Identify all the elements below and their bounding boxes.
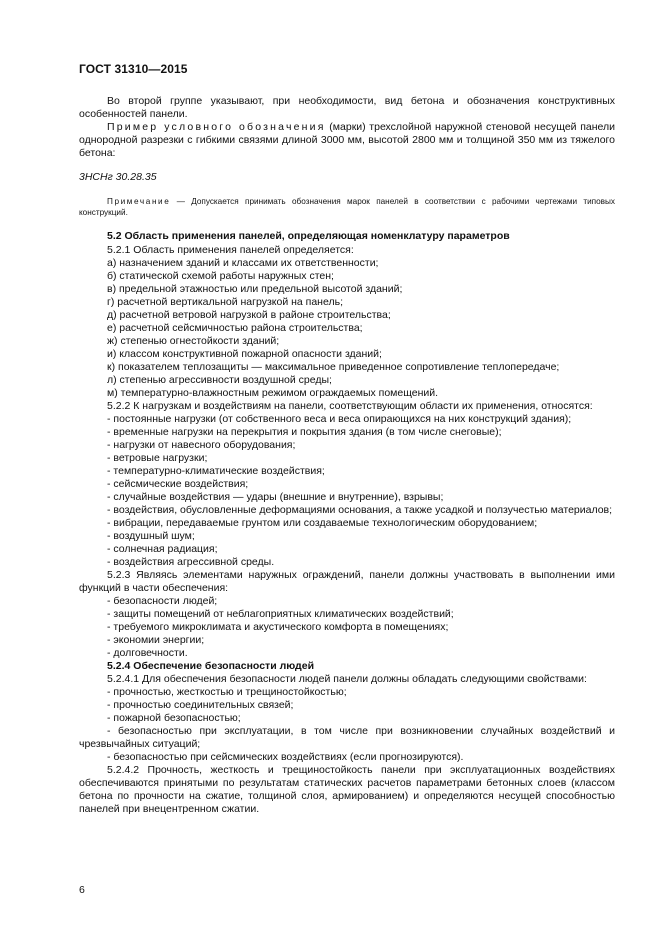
list-item: - экономии энергии; [107,634,205,646]
list-item: - безопасности людей; [107,595,218,607]
note-text: — Допускается принимать обозначения марок панелей в соответствии с рабочими чертежами типовых конструкций. [79,197,615,217]
list-item: ж) степенью огнестойкости зданий; [107,335,280,347]
page-content [79,95,615,816]
note-paragraph [79,196,615,218]
list-item: л) степенью агрессивности воздушной среды; [107,374,332,386]
standard-header: ГОСТ 31310—2015 [79,62,188,76]
list-item: - долговечности. [107,647,188,659]
list-item: - защиты помещений от неблагоприятных климатических воздействий; [107,608,454,620]
list-item: - случайные воздействия — удары (внешние и внутренние), взрывы; [107,491,444,503]
list-item: - солнечная радиация; [107,543,218,555]
list-item: - безопасностью при эксплуатации, в том числе при возникновении случайных воздействий и чрезвычайных ситуаций; [79,725,615,750]
list-item: - воздействия, обусловленные деформациями основания, а также усадкой и ползучестью материалов; [107,504,613,516]
clause-5-2-1: 5.2.1 Область применения панелей определяется: [107,244,354,256]
list-item: - сейсмические воздействия; [107,478,249,490]
page-number: 6 [79,884,85,896]
clause-5-2-3: 5.2.3 Являясь элементами наружных ограждений, панели должны участвовать в выполнении ими функций в части обеспечения: [79,569,615,594]
intro-paragraph: Во второй группе указывают, при необходимости, вид бетона и обозначения конструктивных особенностей панели. [79,95,615,120]
list-item: г) расчетной вертикальной нагрузкой на панель; [107,296,343,308]
section-heading-5-2: 5.2 Область применения панелей, определяющая номенклатуру параметров [107,230,510,242]
example-text: (марки) трехслойной наружной стеновой несущей панели однородной разрезки с гибкими связями длиной 3000 мм, высотой 2800 мм и толщиной 350 мм из тяжелого бетона: [79,121,615,159]
list-item: в) предельной этажностью или предельной высотой зданий; [107,283,403,295]
list-item: м) температурно-влажностным режимом ограждаемых помещений. [107,387,439,399]
clause-5-2-4-1: 5.2.4.1 Для обеспечения безопасности людей панели должны обладать следующими свойствами: [107,673,587,685]
list-item: - прочностью, жесткостью и трещиностойкостью; [107,686,347,698]
list-item: - временные нагрузки на перекрытия и покрытия здания (в том числе снеговые); [107,426,502,438]
list-item: - нагрузки от навесного оборудования; [107,439,296,451]
list-item: - вибрации, передаваемые грунтом или создаваемые технологическим оборудованием; [107,517,538,529]
list-item: е) расчетной сейсмичностью района строительства; [107,322,363,334]
list-item: - безопасностью при сейсмических воздействиях (если прогнозируются). [107,751,464,763]
list-item: - воздействия агрессивной среды. [107,556,275,568]
clause-5-2-2: 5.2.2 К нагрузкам и воздействиям на панели, соответствующим области их применения, относятся: [107,400,593,412]
list-item: - воздушный шум; [107,530,195,542]
list-item: - постоянные нагрузки (от собственного веса и веса опирающихся на них конструкций здания); [107,413,572,425]
list-item: и) классом конструктивной пожарной опасности зданий; [107,348,382,360]
designation-formula: 3НСНг 30.28.35 [79,171,157,183]
list-item: а) назначением зданий и классами их ответственности; [107,257,379,269]
list-item: - температурно-климатические воздействия; [107,465,325,477]
list-item: д) расчетной ветровой нагрузкой в районе строительства; [107,309,391,321]
list-item: к) показателем теплозащиты — максимальное приведенное сопротивление теплопередаче; [107,361,560,373]
list-item: - требуемого микроклимата и акустического комфорта в помещениях; [107,621,449,633]
list-item: - пожарной безопасностью; [107,712,241,724]
list-item: - прочностью соединительных связей; [107,699,294,711]
example-label: Пример условного обозначения [107,121,326,133]
section-heading-5-2-4: 5.2.4 Обеспечение безопасности людей [107,660,315,672]
list-item: б) статической схемой работы наружных стен; [107,270,334,282]
note-label: Примечание [107,197,171,206]
clause-5-2-4-2: 5.2.4.2 Прочность, жесткость и трещиностойкость панели при эксплуатационных воздействиях обеспечиваются принятыми по результатам статических расчетов параметрами бетонных слоев (классом бетона по прочности на сжатие, толщиной слоя, армированием) и определяются несущей способностью панелей при внецентренном сжатии. [79,764,615,815]
list-item: - ветровые нагрузки; [107,452,208,464]
example-paragraph [79,121,615,160]
